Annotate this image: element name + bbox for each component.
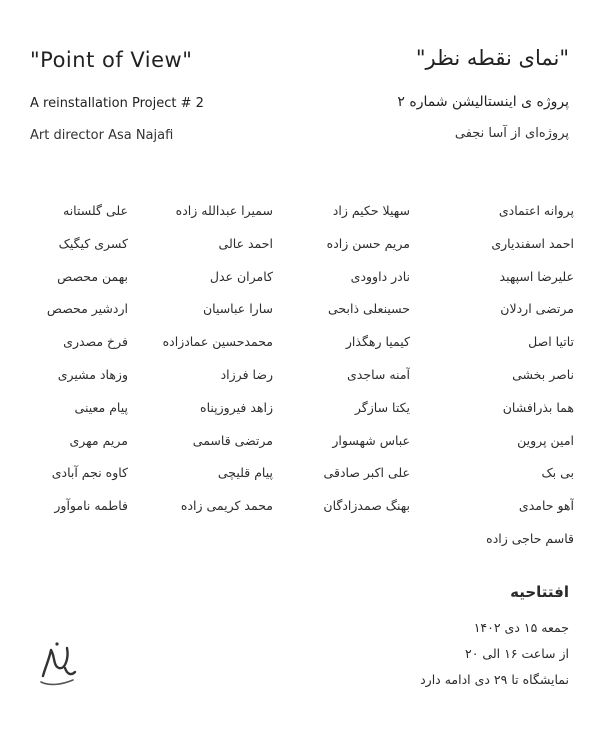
title-fa: "نمای نقطه نظر" [415, 46, 569, 70]
artist-name: علیرضا اسپهبد [499, 268, 574, 284]
artist-name: تاتیا اصل [528, 334, 574, 350]
artist-name: حسینعلی ذابحی [328, 301, 410, 317]
artist-column-3 [138, 195, 273, 523]
artist-name: یکتا سازگر [354, 399, 410, 415]
artist-name: علی اکبر صادقی [323, 465, 410, 481]
artist-name: کامران عدل [209, 268, 273, 284]
artist-name: پیام قلیچی [217, 465, 273, 481]
artist-column-4 [10, 195, 128, 523]
opening-title: افتتاحیه [510, 583, 569, 601]
artist-name: مرتضی قاسمی [192, 432, 273, 448]
artist-name: آهو حامدی [518, 498, 574, 514]
opening-date: جمعه ۱۵ دی ۱۴۰۲ [473, 620, 569, 635]
opening-time: از ساعت ۱۶ الی ۲۰ [464, 646, 569, 661]
title-en: "Point of View" [30, 48, 193, 72]
artist-name: احمد عالی [218, 235, 273, 251]
subtitle-en: A reinstallation Project # 2 [30, 96, 204, 111]
artist-name: آمنه ساجدی [347, 366, 410, 382]
art-director-credit-fa: پروژه‌ای از آسا نجفی [454, 126, 569, 141]
artist-name: امین پروین [517, 432, 574, 448]
artist-name: بی بک [541, 465, 574, 481]
artist-name: وزهاد مشیری [57, 366, 128, 382]
artist-name: قاسم حاجی زاده [486, 530, 574, 546]
artist-name: بهمن محصص [57, 268, 128, 284]
opening-info [420, 583, 569, 693]
artist-column-2 [290, 195, 410, 523]
artist-name: رضا فرزاد [220, 366, 273, 382]
artist-name: مرتضی اردلان [500, 301, 574, 317]
artist-name: زاهد فیروزپناه [200, 399, 273, 415]
artist-name: کیمیا رهگذار [345, 334, 410, 350]
artist-name: هما بذرافشان [502, 399, 574, 415]
artist-name: بهنگ صمدزادگان [323, 498, 410, 514]
artist-name: سارا عباسیان [202, 301, 273, 317]
artist-name: فاطمه ناموآور [54, 498, 128, 514]
artist-name: اردشیر محصص [46, 301, 128, 317]
artist-name: سهیلا حکیم زاد [332, 203, 410, 218]
artist-name: کسری کیگیک [58, 235, 128, 251]
subtitle-fa: پروژه ی اینستالیشن شماره ۲ [397, 94, 569, 110]
artist-name: مریم مهری [69, 432, 128, 448]
artist-name: نادر داوودی [350, 268, 410, 284]
artist-name: پیام معینی [74, 399, 128, 415]
art-director-credit-en: Art director Asa Najafi [30, 128, 174, 143]
artist-name: فرخ مصدری [63, 334, 128, 350]
artist-name: پروانه اعتمادی [498, 203, 574, 218]
artist-name: سمیرا عبدالله زاده [175, 203, 273, 218]
artist-name: ناصر بخشی [512, 366, 574, 382]
artist-name: مریم حسن زاده [326, 235, 410, 251]
artist-name: علی گلستانه [63, 203, 128, 218]
artist-column-1 [434, 195, 574, 556]
artist-name: محمدحسین عمادزاده [162, 334, 273, 350]
gallery-logo-icon [35, 638, 79, 688]
artist-name: کاوه نجم آبادی [51, 465, 128, 481]
artist-name: احمد اسفندیاری [491, 235, 574, 251]
artist-name: عباس شهسوار [332, 432, 410, 448]
artist-name: محمد کریمی زاده [180, 498, 273, 514]
exhibition-duration: نمایشگاه تا ۲۹ دی ادامه دارد [420, 672, 569, 687]
